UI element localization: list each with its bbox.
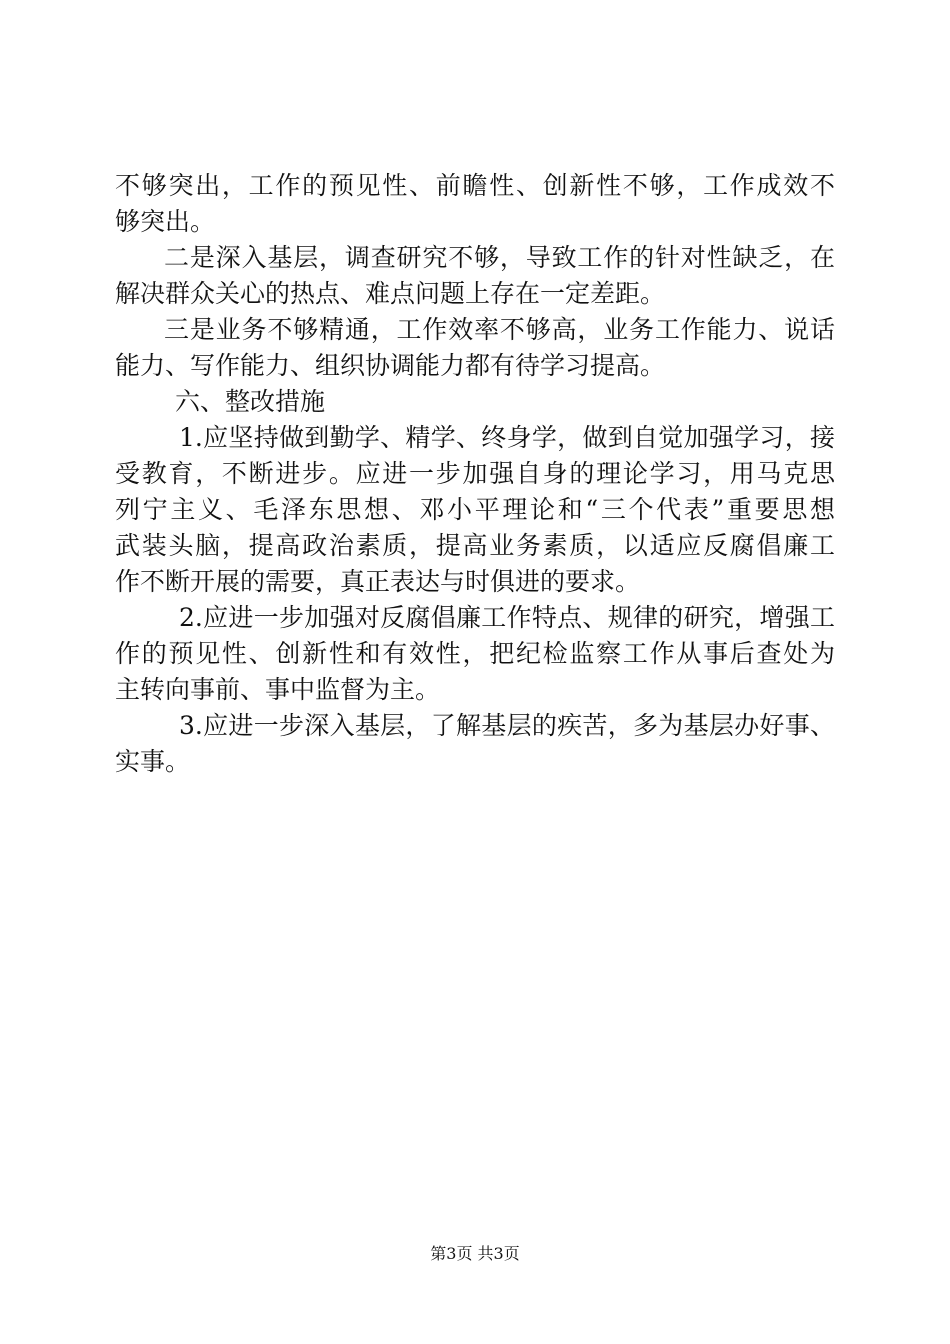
text-line: 三是业务不够精通，工作效率不够高，业务工作能力、说话 — [164, 315, 835, 344]
text-line: 受教育，不断进步。应进一步加强自身的理论学习，用马克思 — [115, 459, 835, 488]
text-line: 1.应坚持做到勤学、精学、终身学，做到自觉加强学习，接 — [179, 423, 835, 452]
text-line: 不够突出，工作的预见性、前瞻性、创新性不够，工作成效不 — [115, 171, 835, 200]
text-line: 实事。 — [115, 747, 191, 776]
text-line: 作不断开展的需要，真正表达与时俱进的要求。 — [115, 567, 641, 596]
text-line: 二是深入基层，调查研究不够，导致工作的针对性缺乏，在 — [164, 243, 835, 272]
text-line: 列宁主义、毛泽东思想、邓小平理论和“三个代表”重要思想 — [115, 495, 835, 524]
text-line: 3.应进一步深入基层，了解基层的疾苦，多为基层办好事、 — [179, 711, 835, 740]
text-line: 能力、写作能力、组织协调能力都有待学习提高。 — [115, 351, 666, 380]
text-line: 作的预见性、创新性和有效性，把纪检监察工作从事后查处为 — [115, 639, 835, 668]
text-line: 武装头脑，提高政治素质，提高业务素质，以适应反腐倡廉工 — [115, 531, 835, 560]
text-line: 主转向事前、事中监督为主。 — [115, 675, 441, 704]
text-line: 解决群众关心的热点、难点问题上存在一定差距。 — [115, 279, 666, 308]
page-number-footer: 第3页 共3页 — [430, 1244, 520, 1263]
section-heading: 六、整改措施 — [175, 387, 326, 416]
text-line: 2.应进一步加强对反腐倡廉工作特点、规律的研究，增强工 — [179, 603, 835, 632]
text-line: 够突出。 — [115, 207, 216, 236]
